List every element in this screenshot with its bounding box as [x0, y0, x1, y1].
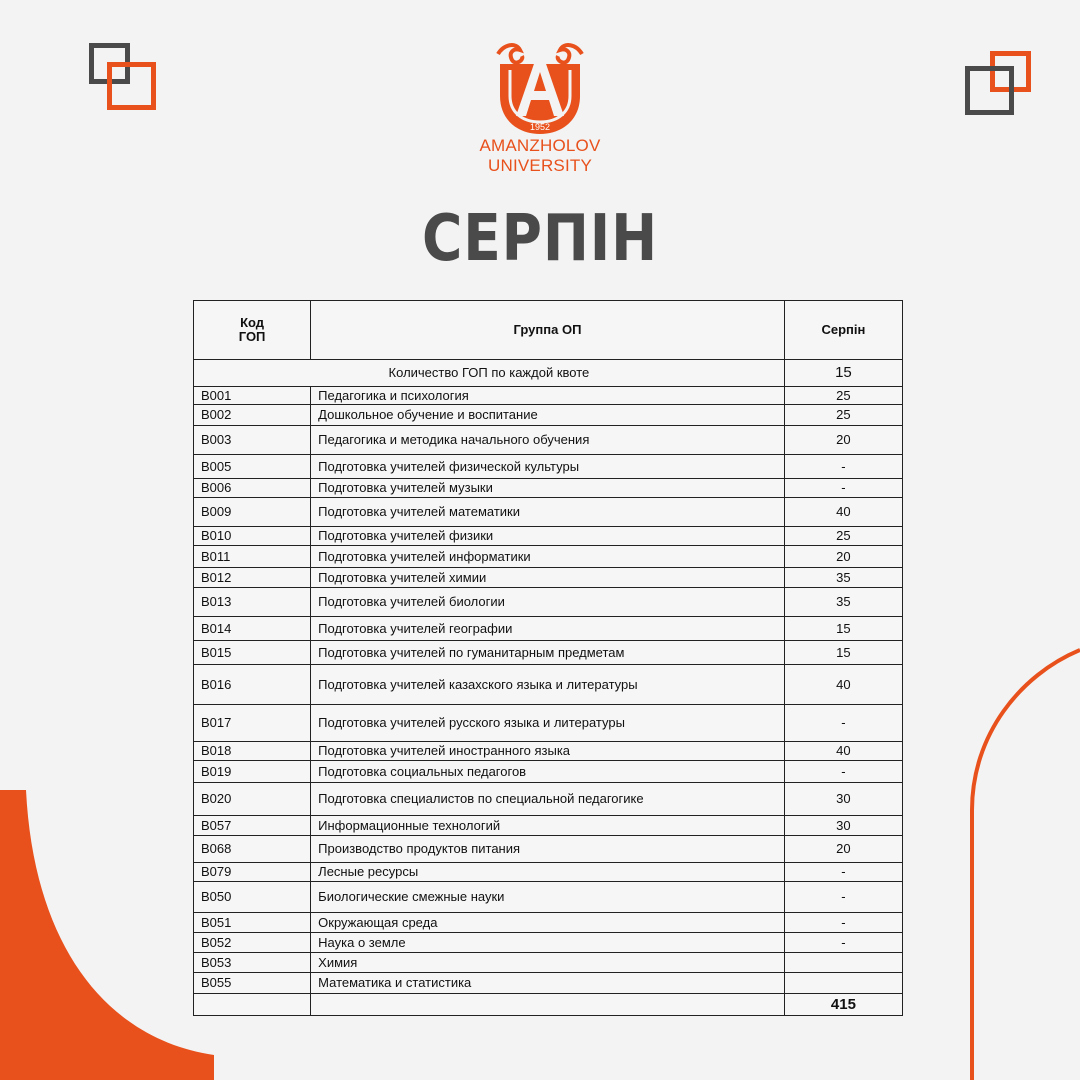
table-row — [194, 742, 903, 761]
header-code: Код ГОП — [194, 301, 311, 360]
row-value: 25 — [784, 387, 902, 405]
row-code: В005 — [194, 455, 311, 479]
row-code: В019 — [194, 761, 311, 783]
deco-square-dark-top-right — [965, 66, 1014, 115]
row-value: 35 — [784, 588, 902, 617]
table-row — [194, 973, 903, 994]
row-code: В052 — [194, 933, 311, 953]
row-code: В068 — [194, 836, 311, 863]
row-name: Подготовка учителей химии — [311, 568, 785, 588]
row-name: Подготовка учителей русского языка и литературы — [311, 705, 785, 742]
row-name: Наука о земле — [311, 933, 785, 953]
row-value: 30 — [784, 816, 902, 836]
row-value: 20 — [784, 836, 902, 863]
row-name: Подготовка учителей иностранного языка — [311, 742, 785, 761]
row-code: В053 — [194, 953, 311, 973]
row-value: - — [784, 705, 902, 742]
table-row — [194, 641, 903, 665]
row-value: 40 — [784, 742, 902, 761]
university-emblem-icon — [494, 40, 586, 136]
table-row — [194, 816, 903, 836]
row-name: Химия — [311, 953, 785, 973]
total-value: 415 — [784, 994, 902, 1016]
row-name: Подготовка социальных педагогов — [311, 761, 785, 783]
row-name: Производство продуктов питания — [311, 836, 785, 863]
table-row — [194, 705, 903, 742]
row-code: В055 — [194, 973, 311, 994]
row-name: Подготовка учителей музыки — [311, 479, 785, 498]
row-value: 20 — [784, 546, 902, 568]
row-code: В051 — [194, 913, 311, 933]
row-value: - — [784, 913, 902, 933]
university-name-line1: AMANZHOLOV — [479, 136, 601, 155]
row-name: Математика и статистика — [311, 973, 785, 994]
quota-table — [193, 300, 903, 1016]
table-row — [194, 588, 903, 617]
table-row — [194, 953, 903, 973]
row-code: В050 — [194, 882, 311, 913]
table-row — [194, 882, 903, 913]
row-name: Подготовка учителей информатики — [311, 546, 785, 568]
table-row — [194, 546, 903, 568]
total-empty-2 — [311, 994, 785, 1016]
deco-orange-arch-right — [960, 640, 1080, 1080]
row-value: - — [784, 479, 902, 498]
row-name: Подготовка учителей географии — [311, 617, 785, 641]
row-value — [784, 953, 902, 973]
table-row — [194, 405, 903, 426]
table-row — [194, 568, 903, 588]
total-empty-1 — [194, 994, 311, 1016]
row-name: Педагогика и психология — [311, 387, 785, 405]
row-code: В001 — [194, 387, 311, 405]
table-row — [194, 455, 903, 479]
row-value: 25 — [784, 527, 902, 546]
row-name: Подготовка учителей казахского языка и литературы — [311, 665, 785, 705]
row-value: 15 — [784, 641, 902, 665]
row-code: В009 — [194, 498, 311, 527]
logo-year: 1952 — [529, 122, 551, 132]
row-value: 25 — [784, 405, 902, 426]
row-name: Подготовка учителей математики — [311, 498, 785, 527]
count-value: 15 — [784, 360, 902, 387]
row-value: - — [784, 455, 902, 479]
row-code: В015 — [194, 641, 311, 665]
row-name: Лесные ресурсы — [311, 863, 785, 882]
row-code: В010 — [194, 527, 311, 546]
row-name: Подготовка учителей физики — [311, 527, 785, 546]
row-name: Подготовка учителей физической культуры — [311, 455, 785, 479]
row-code: В002 — [194, 405, 311, 426]
page-title: СЕРПІН — [421, 202, 659, 276]
row-name: Информационные технологий — [311, 816, 785, 836]
row-name: Педагогика и методика начального обучения — [311, 426, 785, 455]
header-group: Группа ОП — [311, 301, 785, 360]
row-code: В003 — [194, 426, 311, 455]
row-value: 15 — [784, 617, 902, 641]
header-value: Серпін — [784, 301, 902, 360]
row-code: В011 — [194, 546, 311, 568]
table-row — [194, 863, 903, 882]
table-row — [194, 617, 903, 641]
row-code: В057 — [194, 816, 311, 836]
table-row — [194, 479, 903, 498]
row-code: В014 — [194, 617, 311, 641]
row-code: В079 — [194, 863, 311, 882]
row-code: В016 — [194, 665, 311, 705]
table-row — [194, 426, 903, 455]
table-header-row — [194, 301, 903, 360]
table-row — [194, 836, 903, 863]
row-value — [784, 973, 902, 994]
table-row — [194, 761, 903, 783]
row-value: 20 — [784, 426, 902, 455]
university-name-line2: UNIVERSITY — [487, 156, 593, 175]
row-code: В018 — [194, 742, 311, 761]
table-row — [194, 913, 903, 933]
row-code: В006 — [194, 479, 311, 498]
table-row — [194, 933, 903, 953]
row-value: - — [784, 882, 902, 913]
row-name: Подготовка специалистов по специальной педагогике — [311, 783, 785, 816]
row-name: Дошкольное обучение и воспитание — [311, 405, 785, 426]
row-code: В012 — [194, 568, 311, 588]
count-row — [194, 360, 903, 387]
table-row — [194, 527, 903, 546]
row-name: Подготовка учителей по гуманитарным предметам — [311, 641, 785, 665]
row-code: В017 — [194, 705, 311, 742]
total-row — [194, 994, 903, 1016]
row-value: 30 — [784, 783, 902, 816]
row-name: Окружающая среда — [311, 913, 785, 933]
table-row — [194, 498, 903, 527]
row-value: - — [784, 933, 902, 953]
university-logo — [470, 40, 610, 176]
table-row — [194, 665, 903, 705]
count-label: Количество ГОП по каждой квоте — [194, 360, 785, 387]
row-value: 40 — [784, 498, 902, 527]
row-name: Подготовка учителей биологии — [311, 588, 785, 617]
row-code: В020 — [194, 783, 311, 816]
table-row — [194, 387, 903, 405]
row-value: 35 — [784, 568, 902, 588]
row-value: - — [784, 761, 902, 783]
row-value: 40 — [784, 665, 902, 705]
row-name: Биологические смежные науки — [311, 882, 785, 913]
row-code: В013 — [194, 588, 311, 617]
row-value: - — [784, 863, 902, 882]
deco-square-orange-top-left — [107, 62, 156, 110]
table-row — [194, 783, 903, 816]
